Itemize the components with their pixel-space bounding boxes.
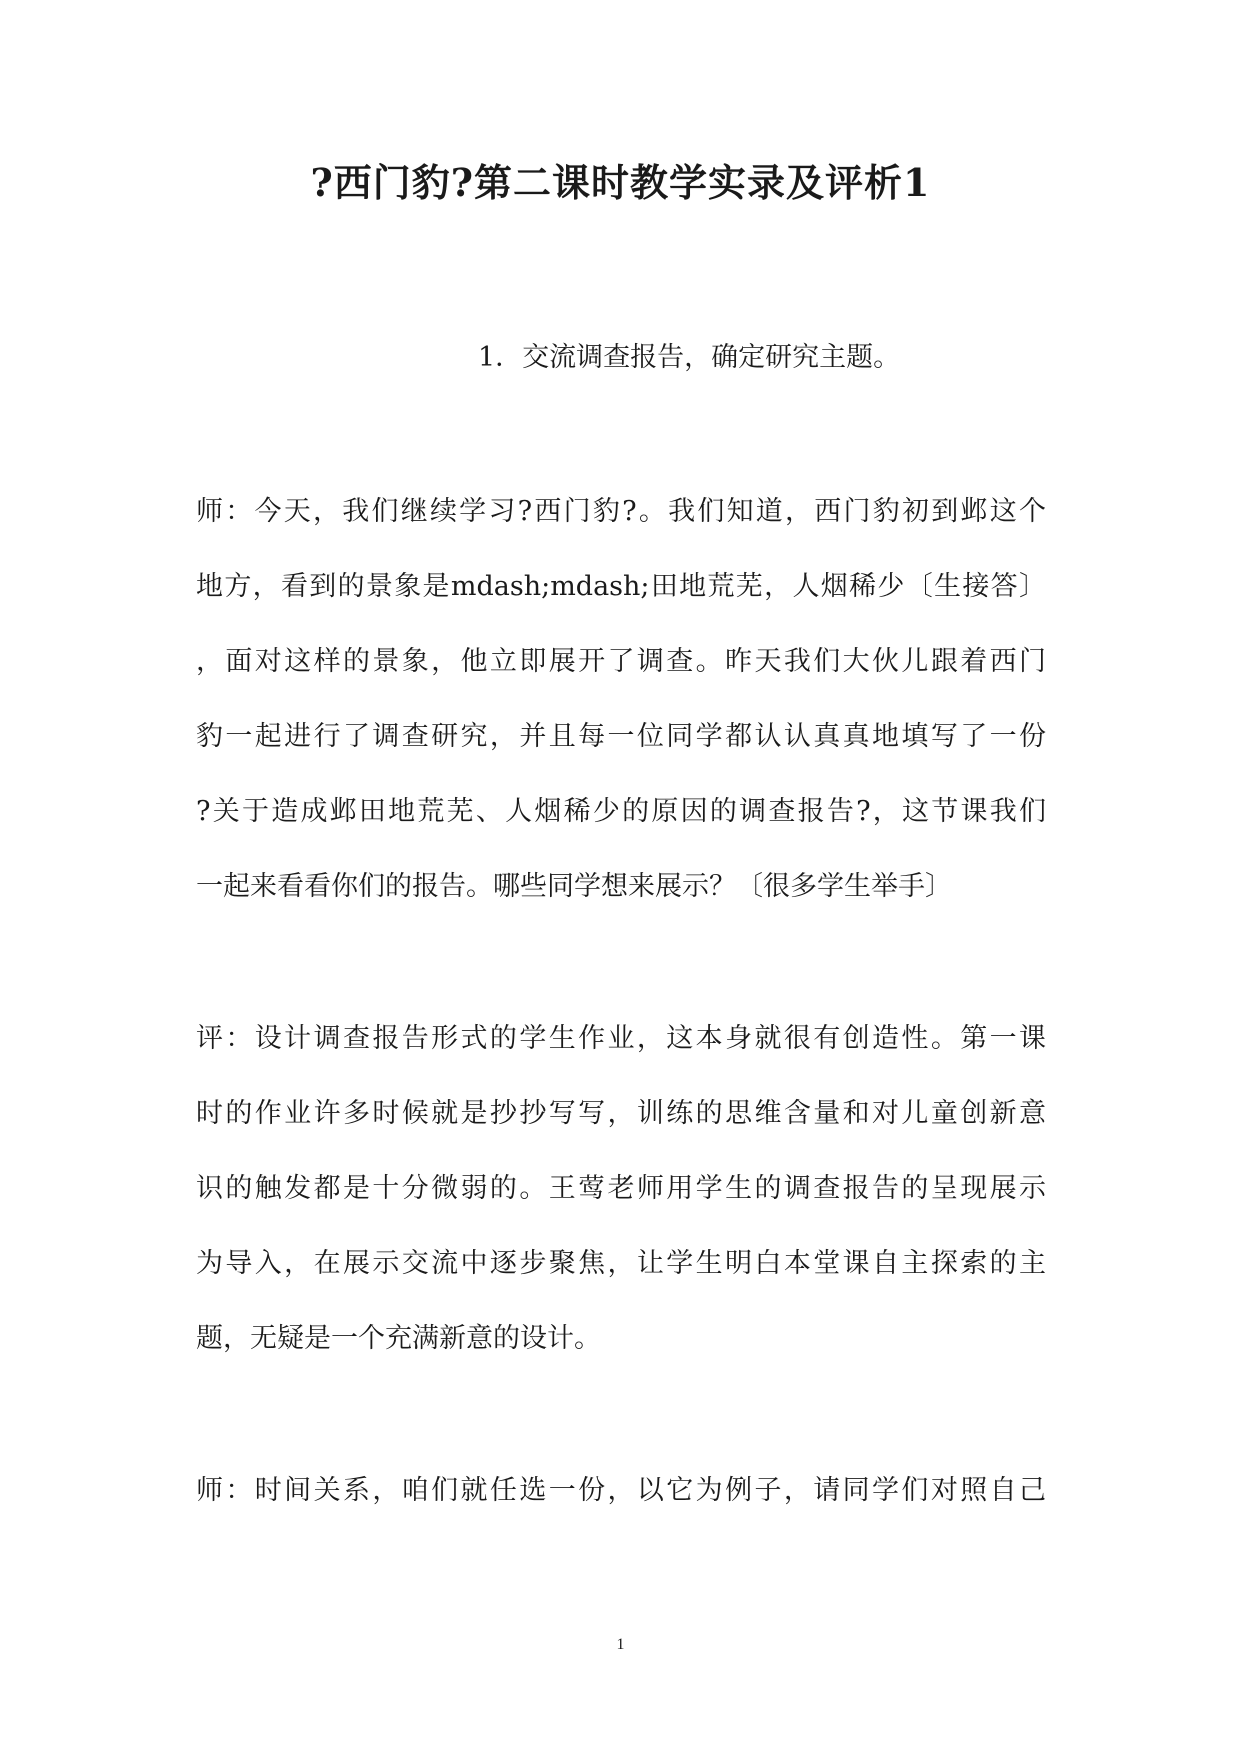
paragraph-teacher-continue bbox=[196, 1453, 1046, 1528]
paragraph-line: 师：时间关系，咱们就任选一份，以它为例子，请同学们对照自己 bbox=[196, 1475, 1046, 1506]
paragraph-teacher-intro bbox=[196, 474, 1046, 924]
paragraph-line: 一起来看看你们的报告。哪些同学想来展示？〔很多学生举手〕 bbox=[196, 871, 952, 902]
paragraph-line: 师：今天，我们继续学习?西门豹?。我们知道，西门豹初到邺这个 bbox=[196, 496, 1046, 527]
document-title: ?西门豹?第二课时教学实录及评析1 bbox=[310, 160, 931, 205]
page-number: 1 bbox=[616, 1636, 625, 1653]
paragraph-line: ，面对这样的景象，他立即展开了调查。昨天我们大伙儿跟着西门 bbox=[196, 646, 1046, 677]
paragraph-line: 豹一起进行了调查研究，并且每一位同学都认认真真地填写了一份 bbox=[196, 721, 1046, 752]
paragraph-line: 为导入，在展示交流中逐步聚焦，让学生明白本堂课自主探索的主 bbox=[196, 1248, 1046, 1279]
section-heading: 1．交流调查报告，确定研究主题。 bbox=[478, 342, 901, 373]
paragraph-line: 地方，看到的景象是mdash;mdash;田地荒芜，人烟稀少〔生接答〕 bbox=[196, 571, 1046, 602]
paragraph-line: ?关于造成邺田地荒芜、人烟稀少的原因的调查报告?，这节课我们 bbox=[196, 796, 1046, 827]
paragraph-line: 评：设计调查报告形式的学生作业，这本身就很有创造性。第一课 bbox=[196, 1023, 1046, 1054]
paragraph-commentary bbox=[196, 1001, 1046, 1376]
paragraph-line: 题，无疑是一个充满新意的设计。 bbox=[196, 1323, 601, 1354]
paragraph-line: 时的作业许多时候就是抄抄写写，训练的思维含量和对儿童创新意 bbox=[196, 1098, 1046, 1129]
paragraph-line: 识的触发都是十分微弱的。王莺老师用学生的调查报告的呈现展示 bbox=[196, 1173, 1046, 1204]
